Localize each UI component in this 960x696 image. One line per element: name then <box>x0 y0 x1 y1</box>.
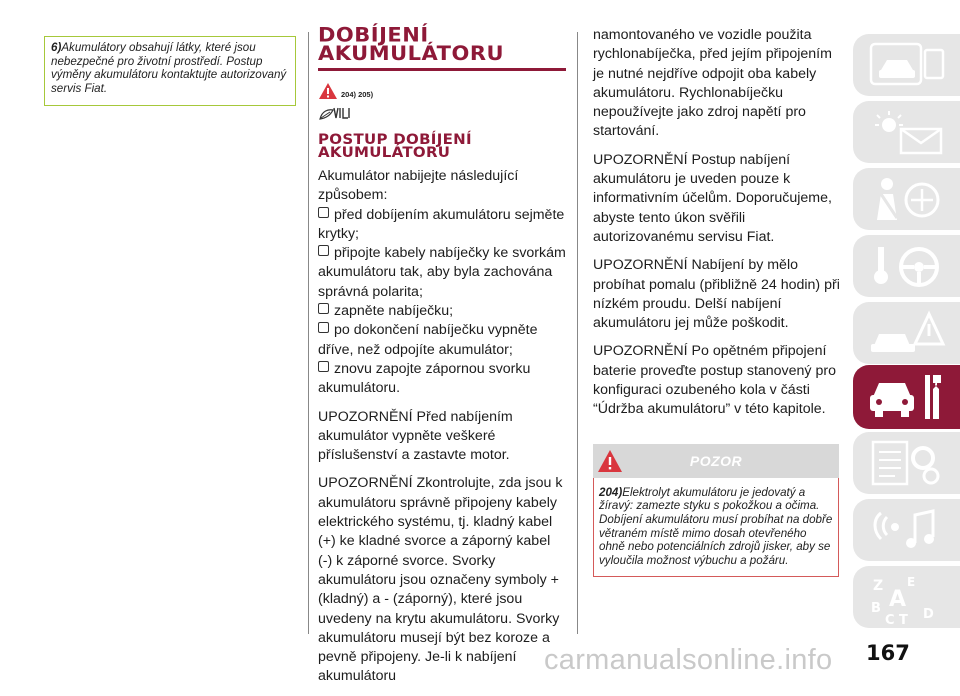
tab-multimedia[interactable] <box>853 499 960 561</box>
note-number: 6) <box>51 41 62 54</box>
checkbox-bullet-icon <box>318 322 329 333</box>
tab-warning-lights[interactable] <box>853 101 960 163</box>
car-wrench-icon <box>867 371 947 425</box>
tab-starting-driving[interactable] <box>853 235 960 297</box>
svg-text:T: T <box>899 613 908 626</box>
alphabet-index-icon <box>867 572 947 626</box>
title-underline <box>318 68 566 71</box>
warning-header <box>593 444 839 478</box>
svg-text:C: C <box>885 613 895 626</box>
document-gear-icon <box>867 438 947 488</box>
step-item: zapněte nabíječku; <box>318 302 566 321</box>
text-paragraph: namontovaného ve vozidle použita rychlonabíječka, před jejím připojením je nutné nejdříve odpojit oba kabely akumulátoru. Rychlonabíječku nepoužívejte jako zdroj napětí pro startování. <box>593 27 832 140</box>
warning-text: Elektrolyt akumulátoru je jedovatý a žíravý: zamezte styku s pokožkou a očima. Dobíjení akumulátoru musí probíhat na dobře větraném místě mimo dosah otevřeného ohně nebo potenciálních zdrojů jisker, aby se vyloučila možnost výbuchu a požáru. <box>599 485 833 568</box>
warning-light-envelope-icon <box>867 107 947 157</box>
checkbox-bullet-icon <box>318 361 329 372</box>
note-text: Akumulátory obsahují látky, které jsou nebezpečné pro životní prostředí. Postup výměny akumulátoru kontaktujte autorizovaný servis Fiat. <box>51 41 287 95</box>
column-divider <box>308 32 309 634</box>
tab-emergency[interactable] <box>853 302 960 364</box>
emergency-car-icon <box>867 308 947 358</box>
warning-references: 204) 205) <box>341 89 374 99</box>
environment-note <box>44 36 296 106</box>
notice-paragraph: UPOZORNĚNÍ Před nabíjením akumulátor vypněte veškeré příslušenství a zastavte motor. <box>318 408 513 464</box>
svg-text:B: B <box>871 601 881 616</box>
svg-text:Z: Z <box>873 578 884 594</box>
main-column <box>318 26 566 696</box>
section-title: DOBÍJENÍ AKUMULÁTORU <box>318 24 505 65</box>
eco-row <box>318 105 566 123</box>
notice-paragraph: UPOZORNĚNÍ Postup nabíjení akumulátoru je uveden pouze k informativním účelům. Doporučujeme, abyste tento úkon svěřili autorizovanému servisu Fiat. <box>593 151 832 245</box>
svg-text:E: E <box>907 575 916 589</box>
notice-paragraph: UPOZORNĚNÍ Zkontrolujte, zda jsou k akumulátoru správně připojeny kabely elektrického systému, tj. kladný kabel (+) ke kladné svorce a záporný kabel (-) k záporné svorce. Svorky akumulátoru jsou označeny symboly + (kladný) a - (záporný), které jsou uvedeny na krytu akumulátoru. Svorky akumulátoru musejí být bez koroze a pevně připojeny. Je-li k nabíjení akumulátoru <box>318 475 563 685</box>
tab-index[interactable] <box>853 566 960 628</box>
warning-number: 204) <box>599 485 623 499</box>
page-number: 167 <box>866 641 910 665</box>
right-column <box>593 26 843 577</box>
intro-text: Akumulátor nabijejte následující způsobem: <box>318 168 519 204</box>
warning-title: POZOR <box>689 452 743 469</box>
tab-maintenance[interactable] <box>853 365 960 429</box>
watermark: carmanualsonline.info <box>544 644 833 676</box>
notice-paragraph: UPOZORNĚNÍ Po opětném připojení baterie proveďte postup stanovený pro konfiguraci ozubeného kola v části “Údržba akumulátoru” v této kapitole. <box>593 343 836 418</box>
checkbox-bullet-icon <box>318 245 329 256</box>
car-dashboard-icon <box>867 40 947 90</box>
warning-refs-row <box>318 81 566 101</box>
warning-box <box>593 478 839 577</box>
environment-leaf-icon <box>318 105 352 121</box>
checkbox-bullet-icon <box>318 303 329 314</box>
multimedia-icon <box>867 505 947 555</box>
subsection-title: POSTUP DOBÍJENÍ AKUMULÁTORU <box>318 131 472 161</box>
procedure-text <box>318 167 566 687</box>
tab-vehicle-overview[interactable] <box>853 34 960 96</box>
svg-text:A: A <box>889 587 907 612</box>
notice-paragraph: UPOZORNĚNÍ Nabíjení by mělo probíhat pomalu (přibližně 24 hodin) při nízkém proudu. Delší nabíjení akumulátoru jej může poškodit. <box>593 257 840 332</box>
key-steering-wheel-icon <box>867 241 947 291</box>
step-item: po dokončení nabíječku vypněte dříve, než odpojíte akumulátor; <box>318 322 538 358</box>
column-divider <box>577 32 578 634</box>
step-item: před dobíjením akumulátoru sejměte krytky; <box>318 206 565 242</box>
svg-text:D: D <box>923 607 934 622</box>
continued-text <box>593 26 843 420</box>
tab-safety[interactable] <box>853 168 960 230</box>
seatbelt-airbag-icon <box>867 174 947 224</box>
tab-technical-data[interactable] <box>853 432 960 494</box>
step-item: znovu zapojte zápornou svorku akumulátoru. <box>318 360 531 397</box>
step-item: připojte kabely nabíječky ke svorkám akumulátoru tak, aby byla zachována správná polarita; <box>318 245 566 300</box>
warning-triangle-icon <box>318 82 338 100</box>
checkbox-bullet-icon <box>318 207 329 218</box>
